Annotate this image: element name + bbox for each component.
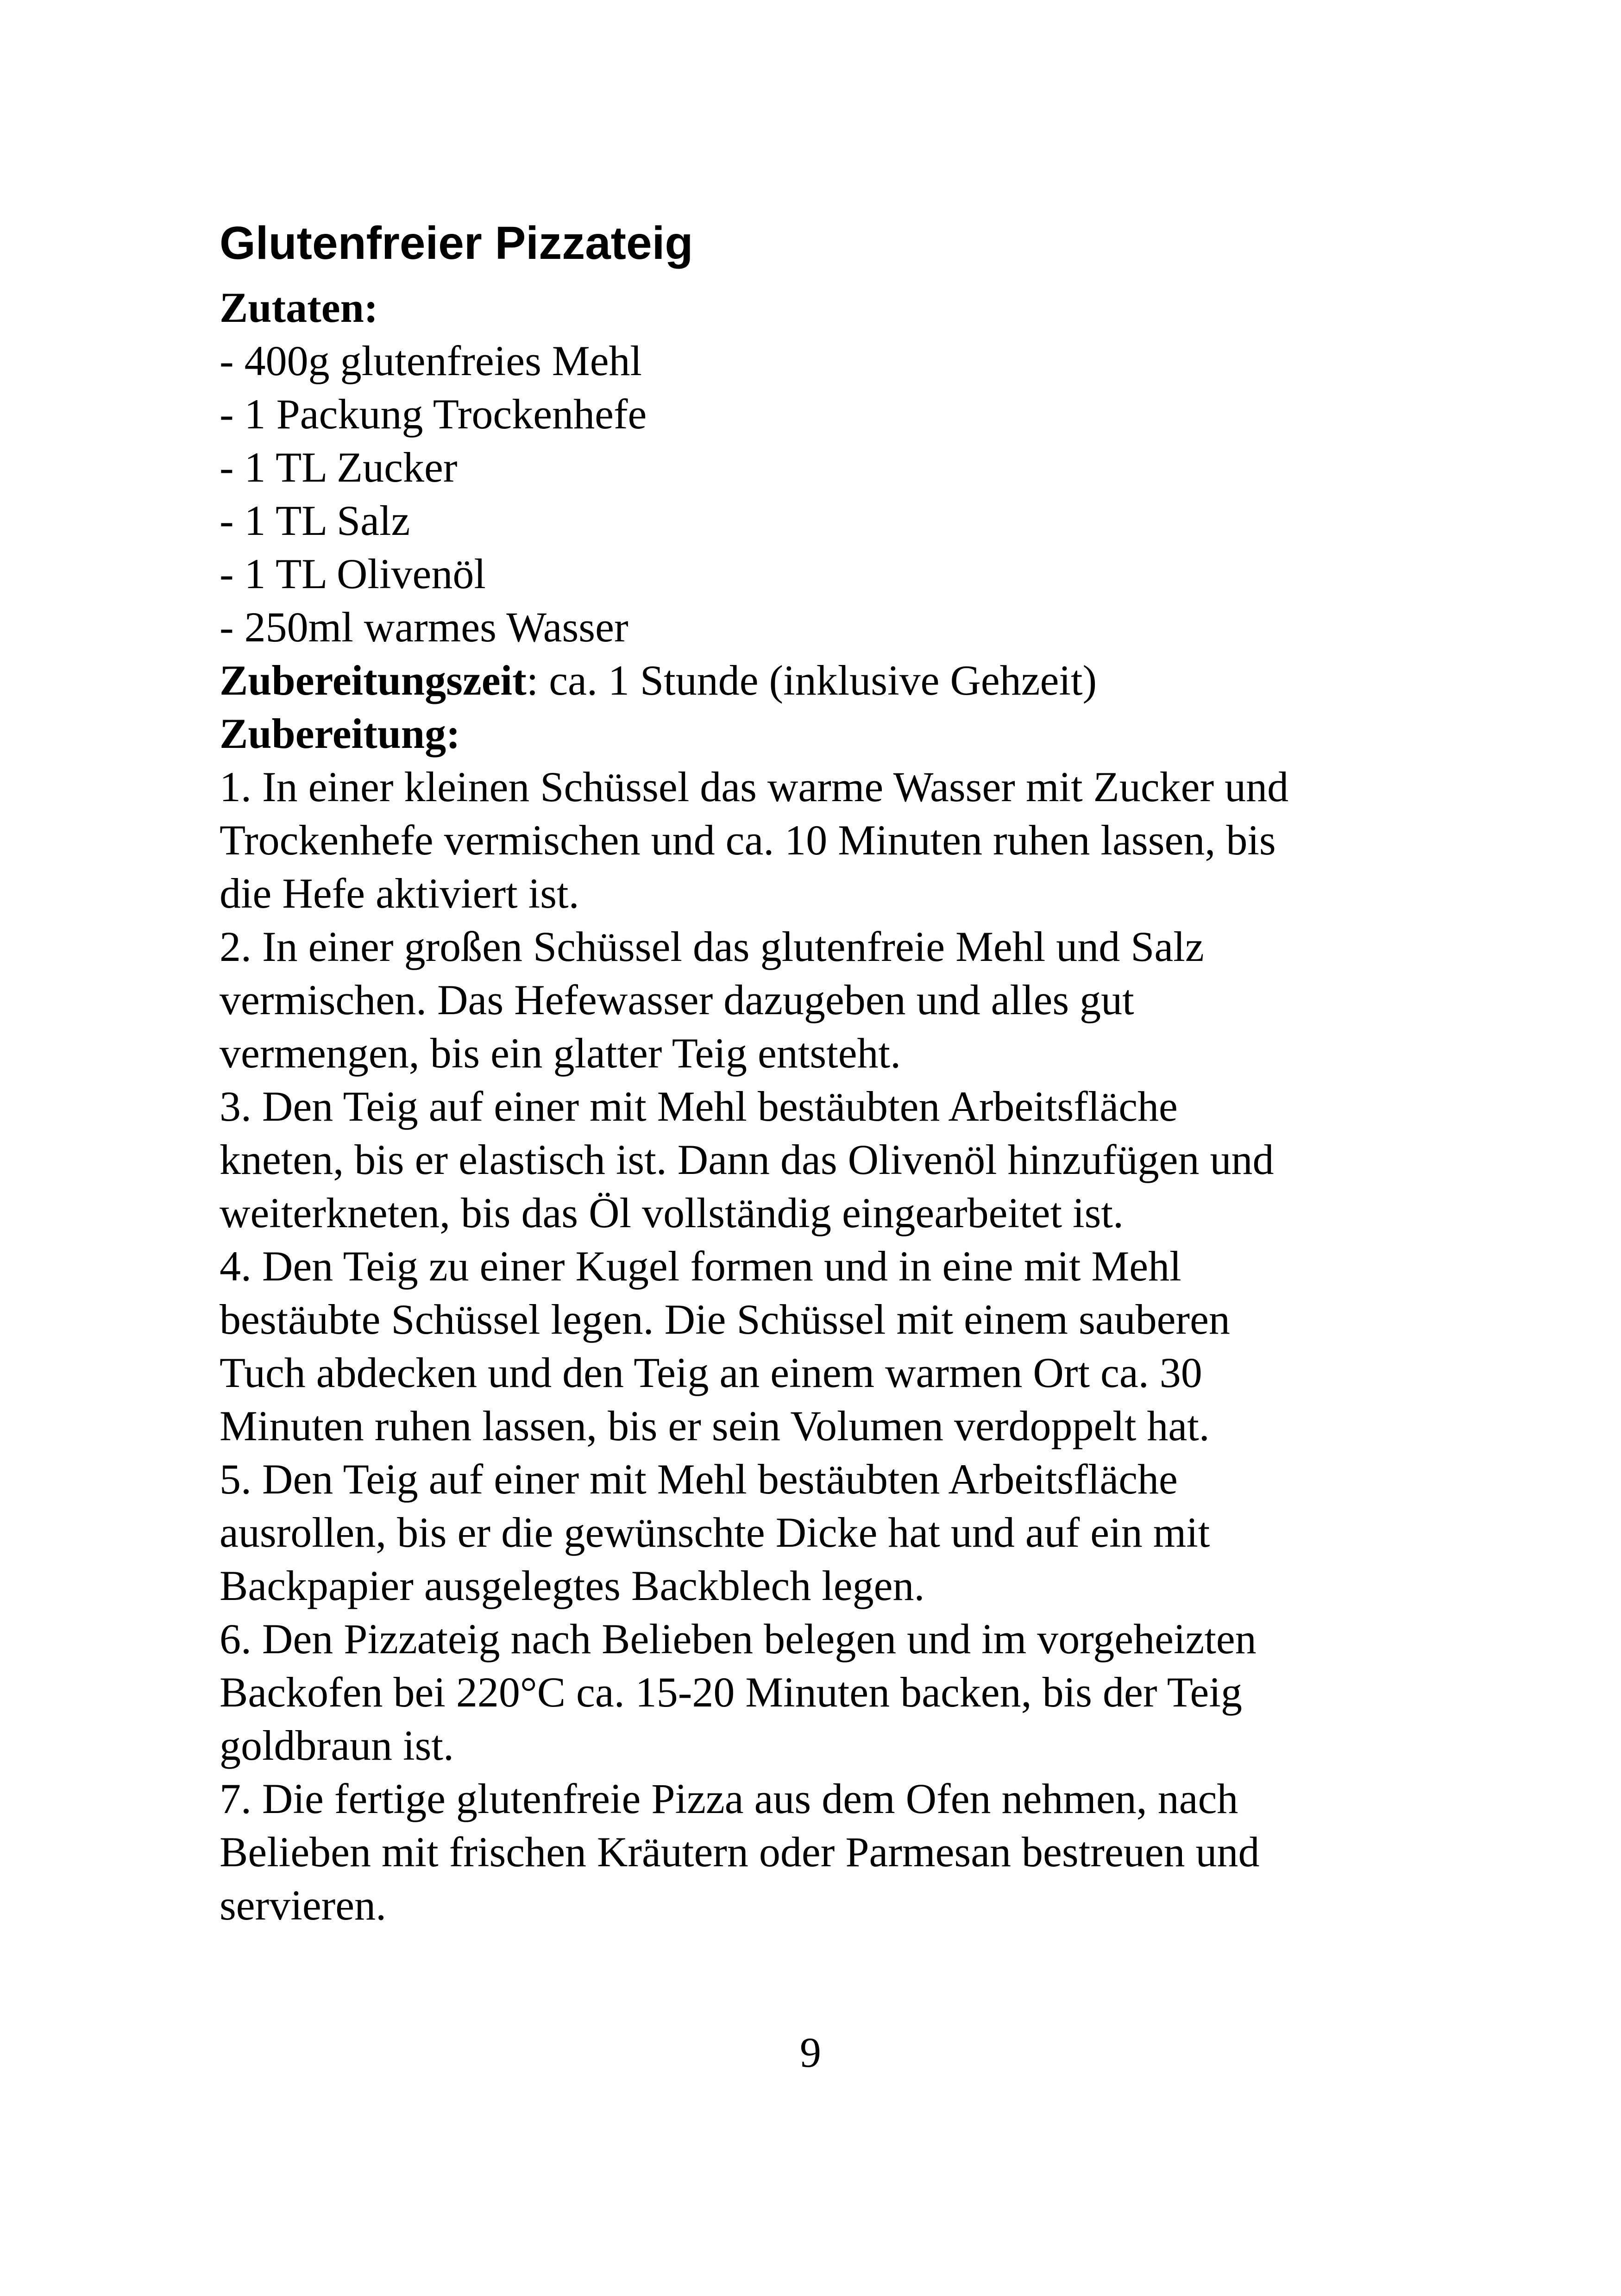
preparation-line: Trockenhefe vermischen und ca. 10 Minuten ruhen lassen, bis (220, 816, 1276, 864)
ingredients-heading: Zutaten: (220, 284, 378, 331)
recipe-content (220, 215, 1424, 1932)
preparation-line: Backofen bei 220°C ca. 15-20 Minuten backen, bis der Teig (220, 1669, 1242, 1716)
ingredient-item: - 1 TL Salz (220, 497, 410, 544)
preparation-line: goldbraun ist. (220, 1722, 454, 1769)
ingredients-list (220, 334, 1424, 654)
prep-time-value: : ca. 1 Stunde (inklusive Gehzeit) (526, 657, 1097, 704)
prep-time-label: Zubereitungszeit (220, 657, 527, 704)
preparation-line: kneten, bis er elastisch ist. Dann das Olivenöl hinzufügen und (220, 1136, 1274, 1183)
recipe-body (220, 281, 1424, 1932)
preparation-line: die Hefe aktiviert ist. (220, 870, 579, 917)
preparation-line: bestäubte Schüssel legen. Die Schüssel mit einem sauberen (220, 1296, 1230, 1343)
preparation-line: 3. Den Teig auf einer mit Mehl bestäubten Arbeitsfläche (220, 1083, 1178, 1130)
preparation-line: 6. Den Pizzateig nach Belieben belegen und im vorgeheizten (220, 1615, 1257, 1662)
ingredient-item: - 1 Packung Trockenhefe (220, 390, 647, 438)
preparation-line: Minuten ruhen lassen, bis er sein Volumen verdoppelt hat. (220, 1402, 1210, 1449)
ingredient-item: - 1 TL Olivenöl (220, 550, 486, 597)
preparation-heading: Zubereitung: (220, 710, 460, 757)
preparation-line: 2. In einer großen Schüssel das glutenfreie Mehl und Salz (220, 923, 1204, 970)
preparation-line: servieren. (220, 1882, 387, 1929)
preparation-line: Tuch abdecken und den Teig an einem warmen Ort ca. 30 (220, 1349, 1202, 1396)
preparation-line: vermischen. Das Hefewasser dazugeben und alles gut (220, 976, 1134, 1023)
page-number: 9 (800, 2029, 821, 2076)
ingredient-item: - 400g glutenfreies Mehl (220, 337, 642, 384)
ingredient-item: - 1 TL Zucker (220, 444, 458, 491)
preparation-line: ausrollen, bis er die gewünschte Dicke hat und auf ein mit (220, 1509, 1210, 1556)
preparation-line: 5. Den Teig auf einer mit Mehl bestäubten Arbeitsfläche (220, 1455, 1178, 1503)
ingredient-item: - 250ml warmes Wasser (220, 603, 628, 651)
prep-time-line (220, 654, 1424, 707)
recipe-title: Glutenfreier Pizzateig (220, 217, 693, 269)
preparation-line: Backpapier ausgelegtes Backblech legen. (220, 1562, 925, 1609)
preparation-line: 7. Die fertige glutenfreie Pizza aus dem Ofen nehmen, nach (220, 1775, 1238, 1822)
preparation-line: Belieben mit frischen Kräutern oder Parmesan bestreuen und (220, 1828, 1260, 1876)
preparation-steps (220, 760, 1424, 1932)
preparation-line: 4. Den Teig zu einer Kugel formen und in eine mit Mehl (220, 1242, 1181, 1290)
preparation-line: 1. In einer kleinen Schüssel das warme Wasser mit Zucker und (220, 763, 1289, 810)
preparation-line: weiterkneten, bis das Öl vollständig eingearbeitet ist. (220, 1189, 1124, 1236)
preparation-line: vermengen, bis ein glatter Teig entsteht. (220, 1029, 901, 1077)
